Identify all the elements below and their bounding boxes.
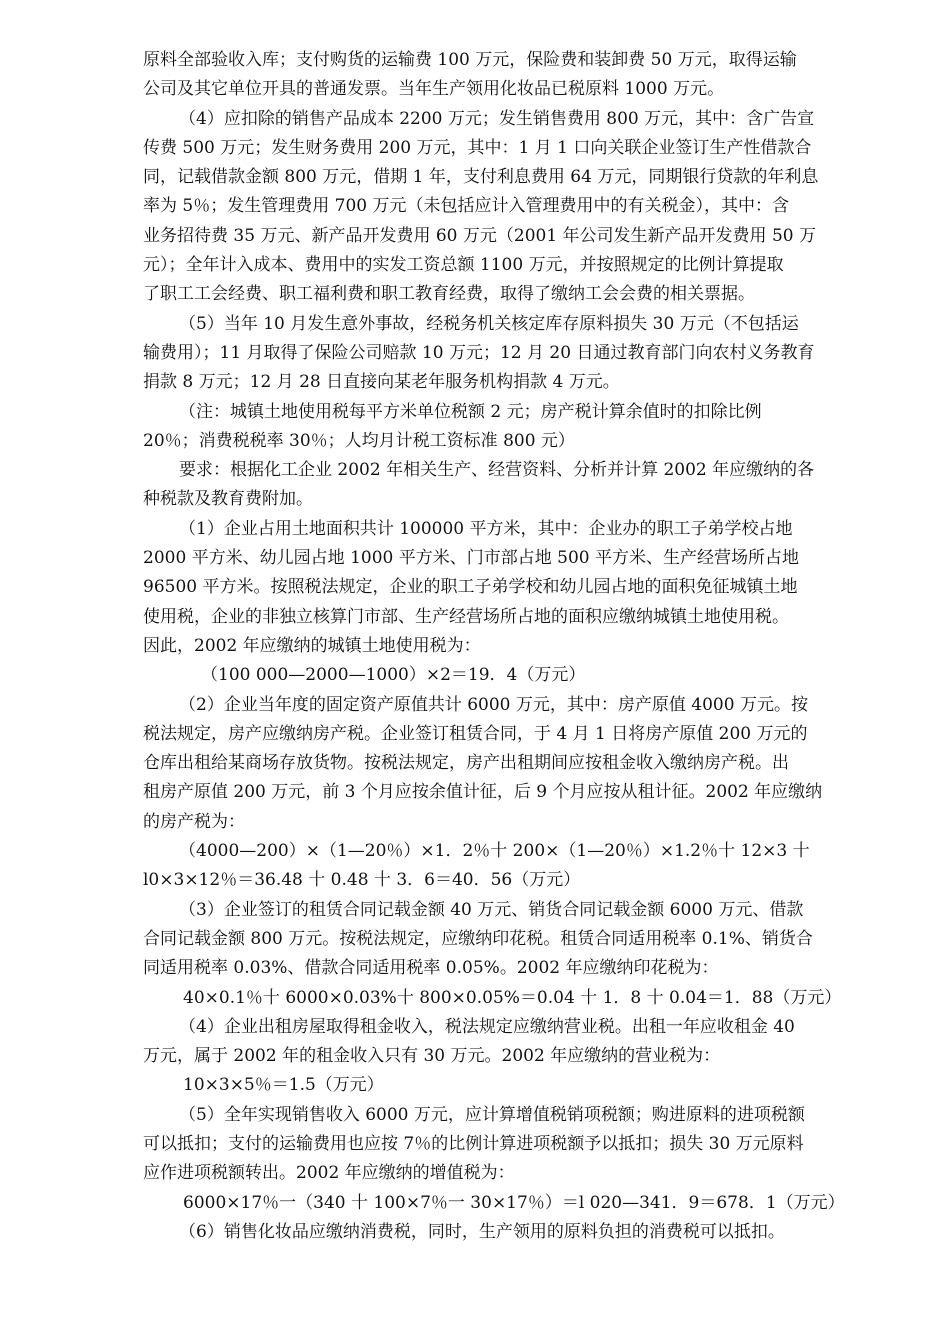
text-line: 10×3×5％＝1.5（万元） — [183, 1075, 384, 1096]
text-line: 公司及其它单位开具的普通发票。当年生产领用化妆品已税原料 1000 万元。 — [143, 79, 725, 100]
text-line: 税法规定，房产应缴纳房产税。企业签订租赁合同，于 4 月 1 日将房产原值 200 万元的 — [143, 723, 808, 744]
text-line: （6）销售化妆品应缴纳消费税，同时，生产领用的原料负担的消费税可以抵扣。 — [179, 1221, 785, 1242]
text-line: （2）企业当年度的固定资产原值共计 6000 万元，其中：房产原值 4000 万元。按 — [179, 694, 808, 715]
text-line: 了职工工会经费、职工福利费和职工教育经费，取得了缴纳工会会费的相关票据。 — [143, 284, 755, 305]
text-line: （4000—200）×（1—20％）×1．2％十 200×（1—20％）×1.2％十 12×3 十 — [179, 841, 810, 862]
text-line: 元）；全年计入成本、费用中的实发工资总额 1100 万元，并按照规定的比例计算提取 — [143, 255, 784, 276]
text-line: 捐款 8 万元；12 月 28 日直接向某老年服务机构捐款 4 万元。 — [143, 372, 620, 393]
text-line: 2000 平方米、幼儿园占地 1000 平方米、门市部占地 500 平方米、生产经营场所占地 — [143, 548, 799, 569]
text-line: 业务招待费 35 万元、新产品开发费用 60 万元（2001 年公司发生新产品开发费用 50 万 — [143, 225, 816, 246]
text-line: 仓库出租给某商场存放货物。按税法规定，房产出租期间应按租金收入缴纳房产税。出 — [143, 753, 789, 774]
text-line: l0×3×12％＝36.48 十 0.48 十 3．6＝40．56（万元） — [143, 870, 581, 891]
text-line: 96500 平方米。按照税法规定，企业的职工子弟学校和幼儿园占地的面积免征城镇土地 — [143, 577, 798, 598]
text-line: 原料全部验收入库；支付购货的运输费 100 万元，保险费和装卸费 50 万元，取得运输 — [143, 50, 797, 70]
text-line: （4）应扣除的销售产品成本 2200 万元；发生销售费用 800 万元，其中：含广告宣 — [179, 108, 815, 129]
text-line: 20％；消费税税率 30％；人均月计税工资标准 800 元） — [143, 430, 575, 451]
text-line: 输费用）；11 月取得了保险公司赔款 10 万元；12 月 20 日通过教育部门向农村义务教育 — [143, 342, 815, 363]
text-line: 租房产原值 200 万元，前 3 个月应按余值计征，后 9 个月应按从租计征。2002 年应缴纳 — [143, 782, 823, 803]
text-line: 40×0.1％十 6000×0.03%十 800×0.05%＝0.04 十 1．8 十 0.04＝1．88（万元） — [183, 987, 842, 1008]
text-line: 要求：根据化工企业 2002 年相关生产、经营资料、分析并计算 2002 年应缴纳的各 — [179, 460, 815, 481]
text-line: 使用税，企业的非独立核算门市部、生产经营场所占地的面积应缴纳城镇土地使用税。 — [143, 606, 789, 627]
text-line: 的房产税为： — [143, 811, 245, 832]
document-page — [143, 46, 878, 1247]
text-line: 6000×17％一（340 十 100×7％一 30×17％）＝l 020—341．9＝678．1（万元） — [183, 1192, 845, 1213]
text-line: （100 000—2000—1000）×2＝19．4（万元） — [201, 665, 586, 686]
text-line: 同适用税率 0.03%、借款合同适用税率 0.05%。2002 年应缴纳印花税为： — [143, 958, 719, 979]
text-line: 因此，2002 年应缴纳的城镇土地使用税为： — [143, 635, 481, 656]
text-line: 应作进项税额转出。2002 年应缴纳的增值税为： — [143, 1163, 515, 1184]
text-line: （5）全年实现销售收入 6000 万元，应计算增值税销项税额；购进原料的进项税额 — [179, 1104, 805, 1125]
text-line: （注：城镇土地使用税每平方米单位税额 2 元；房产税计算余值时的扣除比例 — [179, 401, 762, 422]
text-line: （5）当年 10 月发生意外事故，经税务机关核定库存原料损失 30 万元（不包括运 — [179, 313, 799, 334]
text-line: 可以抵扣；支付的运输费用也应按 7％的比例计算进项税额予以抵扣；损失 30 万元原料 — [143, 1133, 804, 1154]
text-line: 万元，属于 2002 年的租金收入只有 30 万元。2002 年应缴纳的营业税为： — [143, 1046, 721, 1067]
text-line: （3）企业签订的租赁合同记载金额 40 万元、销货合同记载金额 6000 万元、借款 — [179, 899, 804, 920]
text-line: （1）企业占用土地面积共计 100000 平方米，其中：企业办的职工子弟学校占地 — [179, 518, 793, 539]
text-line: 率为 5％；发生管理费用 700 万元（未包括应计入管理费用中的有关税金），其中：含 — [143, 196, 789, 217]
text-line: 合同记载金额 800 万元。按税法规定，应缴纳印花税。租赁合同适用税率 0.1%、销货合 — [143, 928, 813, 949]
text-line: 种税款及教育费附加。 — [143, 489, 313, 510]
text-line: （4）企业出租房屋取得租金收入，税法规定应缴纳营业税。出租一年应收租金 40 — [179, 1016, 795, 1037]
text-line: 同，记载借款金额 800 万元，借期 1 年，支付利息费用 64 万元，同期银行贷款的年利息 — [143, 167, 819, 188]
text-line: 传费 500 万元；发生财务费用 200 万元，其中：1 月 1 口向关联企业签订生产性借款合 — [143, 137, 812, 158]
